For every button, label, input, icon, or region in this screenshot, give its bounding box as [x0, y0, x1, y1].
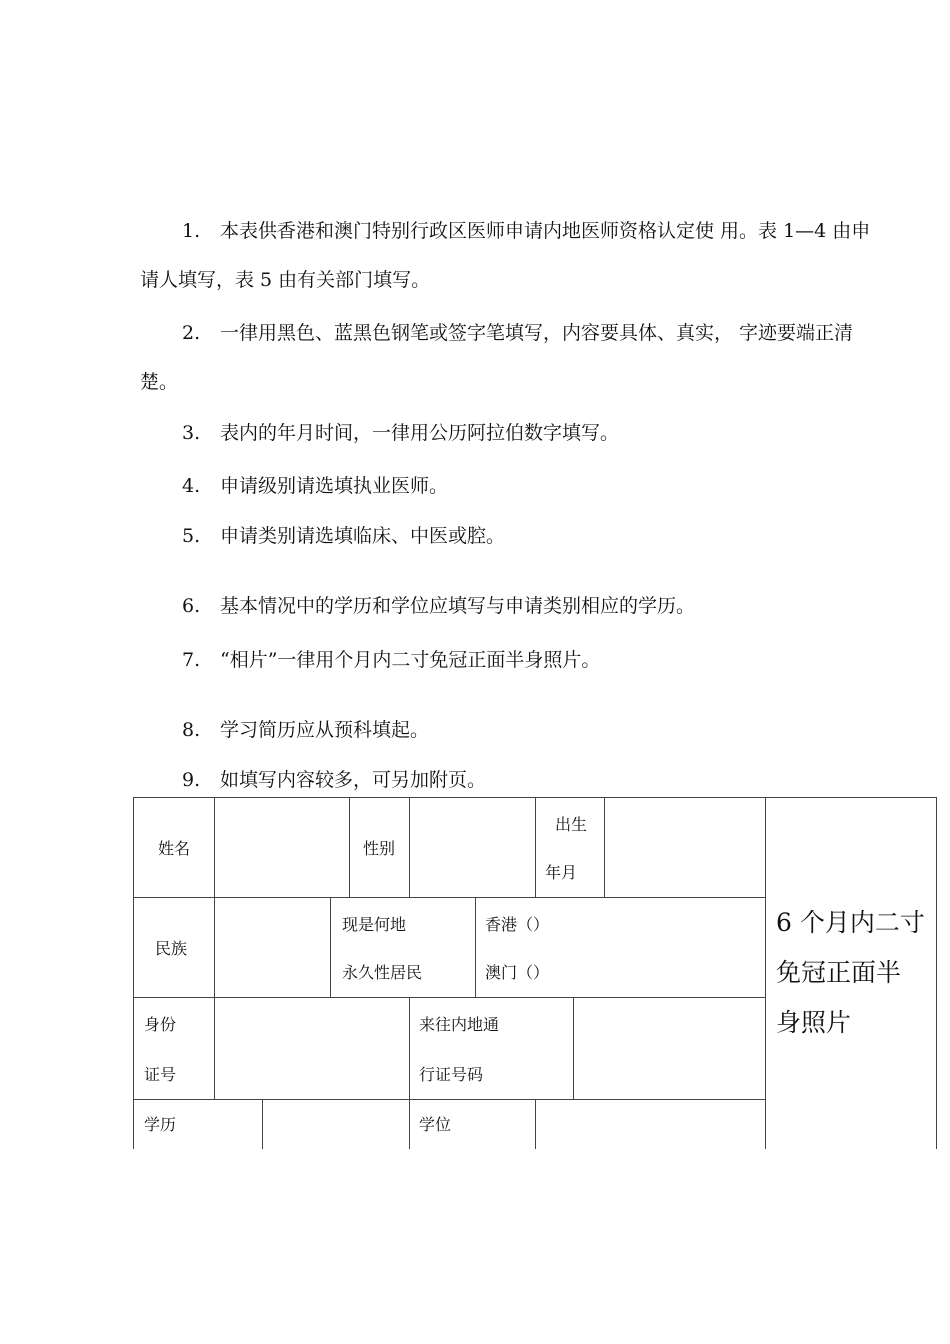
instruction-number: 7. [182, 649, 201, 671]
degree-label: 学位 [419, 1115, 452, 1134]
instruction-text: 基本情况中的学历和学位应填写与申请类别相应的学历。 [220, 595, 696, 617]
photo-text-line-2: 免冠正面半 [776, 958, 902, 987]
education-field[interactable] [264, 1101, 408, 1148]
macau-option[interactable]: 澳门（） [485, 963, 550, 982]
residence-label-line-1: 现是何地 [342, 915, 407, 934]
table-col-divider [214, 897, 215, 997]
permit-label-line-2: 行证号码 [419, 1065, 484, 1084]
table-border-right [936, 797, 937, 1149]
residence-label-line-2: 永久性居民 [342, 963, 423, 982]
table-col-divider [214, 997, 215, 1099]
photo-text-line-1: 6 个月内二寸 [776, 908, 925, 937]
table-col-divider [330, 897, 331, 997]
photo-placeholder [776, 898, 925, 1048]
id-label-line-1: 身份 [144, 1015, 177, 1034]
instruction-number: 9. [182, 769, 201, 791]
photo-column-divider [765, 797, 766, 1149]
ethnicity-field[interactable] [216, 899, 329, 996]
instruction-text: “相片”一律用个月内二寸免冠正面半身照片。 [220, 649, 601, 671]
table-row-divider [133, 1099, 766, 1100]
permit-label-line-1: 来往内地通 [419, 1015, 500, 1034]
instruction-text: 申请级别请选填执业医师。 [220, 475, 449, 497]
gender-label: 性别 [363, 839, 396, 858]
table-row-divider [133, 897, 766, 898]
instruction-text: 本表供香港和澳门特别行政区医师申请内地医师资格认定使 用。表 1—4 由申 [220, 220, 871, 242]
instruction-number: 8. [182, 719, 201, 741]
instruction-text: 一律用黑色、蓝黑色钢笔或签字笔填写，内容要具体、真实， 字迹要端正清 [220, 322, 854, 344]
instruction-text: 表内的年月时间，一律用公历阿拉伯数字填写。 [220, 422, 620, 444]
education-label: 学历 [144, 1115, 177, 1134]
table-row-divider [133, 997, 766, 998]
birth-date-field[interactable] [606, 799, 764, 896]
instruction-text: 申请类别请选填临床、中医或腔。 [220, 525, 506, 547]
table-col-divider [214, 797, 215, 897]
instruction-text: 如填写内容较多，可另加附页。 [220, 769, 487, 791]
gender-field[interactable] [411, 799, 534, 896]
birth-label-line-1: 出生 [555, 815, 588, 834]
table-col-divider [262, 1099, 263, 1149]
table-col-divider [573, 997, 574, 1099]
id-label-line-2: 证号 [144, 1065, 177, 1084]
table-col-divider [409, 997, 410, 1099]
name-label: 姓名 [158, 839, 191, 858]
permit-number-field[interactable] [575, 999, 764, 1098]
instruction-number: 2. [182, 322, 201, 344]
table-border-top [133, 797, 937, 798]
instruction-continuation: 楚。 [140, 371, 179, 393]
table-col-divider [409, 797, 410, 897]
table-col-divider [535, 797, 536, 897]
table-col-divider [535, 1099, 536, 1149]
table-border-left [133, 797, 134, 1149]
birth-label-line-2: 年月 [545, 863, 578, 882]
instruction-number: 5. [182, 525, 201, 547]
ethnicity-label: 民族 [155, 939, 188, 958]
photo-text-line-3: 身照片 [776, 1008, 852, 1037]
instruction-number: 3. [182, 422, 201, 444]
hong-kong-option[interactable]: 香港（） [485, 915, 550, 934]
id-number-field[interactable] [216, 999, 408, 1098]
instruction-number: 4. [182, 475, 201, 497]
instruction-number: 6. [182, 595, 201, 617]
instruction-continuation: 请人填写，表 5 由有关部门填写。 [140, 269, 431, 291]
table-col-divider [604, 797, 605, 897]
degree-field[interactable] [537, 1101, 764, 1148]
instruction-text: 学习简历应从预科填起。 [220, 719, 430, 741]
table-col-divider [475, 897, 476, 997]
table-col-divider [409, 1099, 410, 1149]
name-field[interactable] [216, 799, 348, 896]
table-col-divider [349, 797, 350, 897]
instruction-number: 1. [182, 220, 201, 242]
